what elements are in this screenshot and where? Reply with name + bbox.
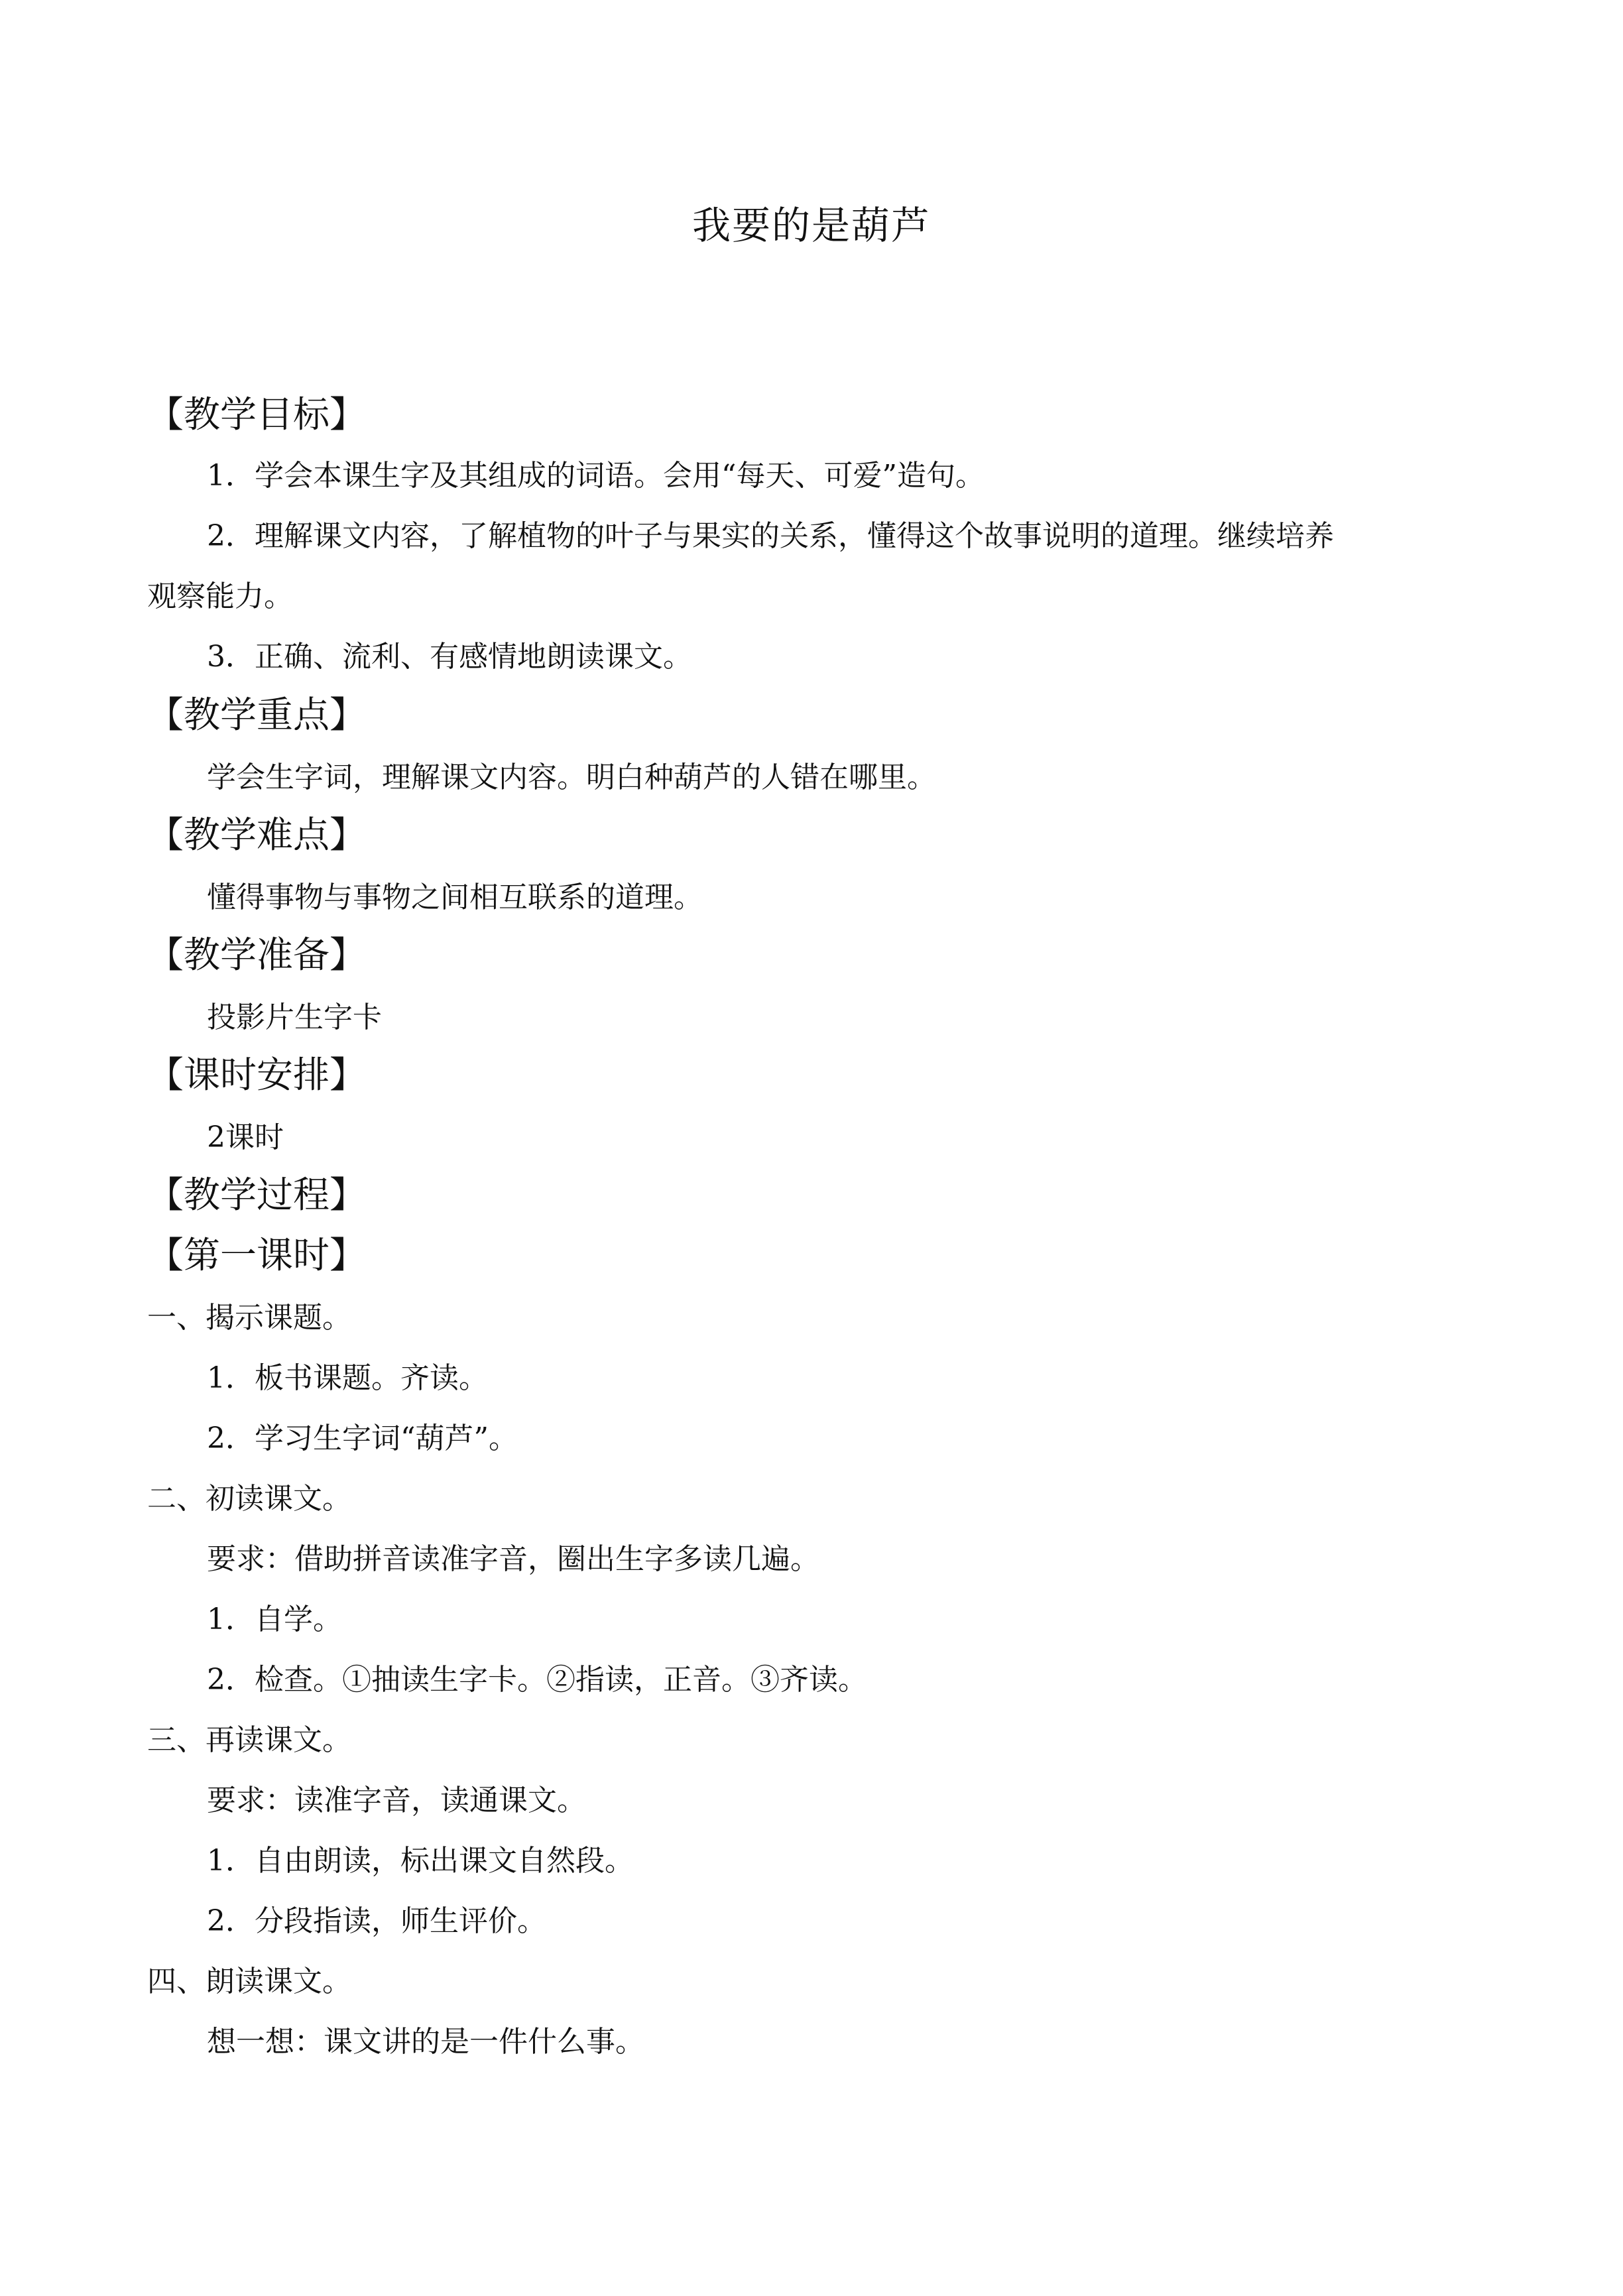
section-heading-teaching-objectives: 【教学目标】 [147, 393, 367, 436]
section-heading-preparation: 【教学准备】 [147, 934, 367, 976]
step-1-heading: 一、揭示课题。 [147, 1301, 351, 1335]
section-heading-first-period: 【第一课时】 [147, 1234, 367, 1276]
objective-1: 1．学会本课生字及其组成的词语。会用“每天、可爱”造句。 [207, 459, 985, 493]
section-heading-process: 【教学过程】 [147, 1174, 367, 1216]
step-1-item-1: 1．板书课题。齐读。 [207, 1361, 488, 1395]
document-title: 我要的是葫芦 [691, 203, 931, 248]
objective-3: 3．正确、流利、有感情地朗读课文。 [207, 640, 692, 674]
preparation-text: 投影片生字卡 [207, 1000, 382, 1034]
step-4-question: 想一想：课文讲的是一件什么事。 [207, 2025, 644, 2059]
step-2-heading: 二、初读课文。 [147, 1482, 351, 1516]
step-4-heading: 四、朗读课文。 [147, 1964, 351, 1998]
section-heading-schedule: 【课时安排】 [147, 1054, 367, 1096]
key-points-text: 学会生字词，理解课文内容。明白种葫芦的人错在哪里。 [207, 760, 936, 794]
step-3-item-2: 2．分段指读，师生评价。 [207, 1904, 546, 1938]
step-3-heading: 三、再读课文。 [147, 1723, 351, 1757]
difficulties-text: 懂得事物与事物之间相互联系的道理。 [207, 880, 703, 914]
step-2-item-2: 2．检查。①抽读生字卡。②指读，正音。③齐读。 [207, 1663, 867, 1697]
section-heading-key-points: 【教学重点】 [147, 694, 367, 736]
objective-2-continued: 观察能力。 [147, 579, 293, 613]
step-1-item-2: 2．学习生字词“葫芦”。 [207, 1421, 518, 1455]
schedule-text: 2课时 [207, 1120, 284, 1154]
step-3-item-1: 1．自由朗读，标出课文自然段。 [207, 1844, 634, 1878]
section-heading-difficulties: 【教学难点】 [147, 814, 367, 856]
step-3-requirement: 要求：读准字音，读通课文。 [207, 1783, 586, 1817]
step-2-item-1: 1．自学。 [207, 1602, 342, 1636]
step-2-requirement: 要求：借助拼音读准字音，圈出生字多读几遍。 [207, 1542, 819, 1576]
objective-2: 2．理解课文内容，了解植物的叶子与果实的关系，懂得这个故事说明的道理。继续培养 [207, 519, 1334, 553]
